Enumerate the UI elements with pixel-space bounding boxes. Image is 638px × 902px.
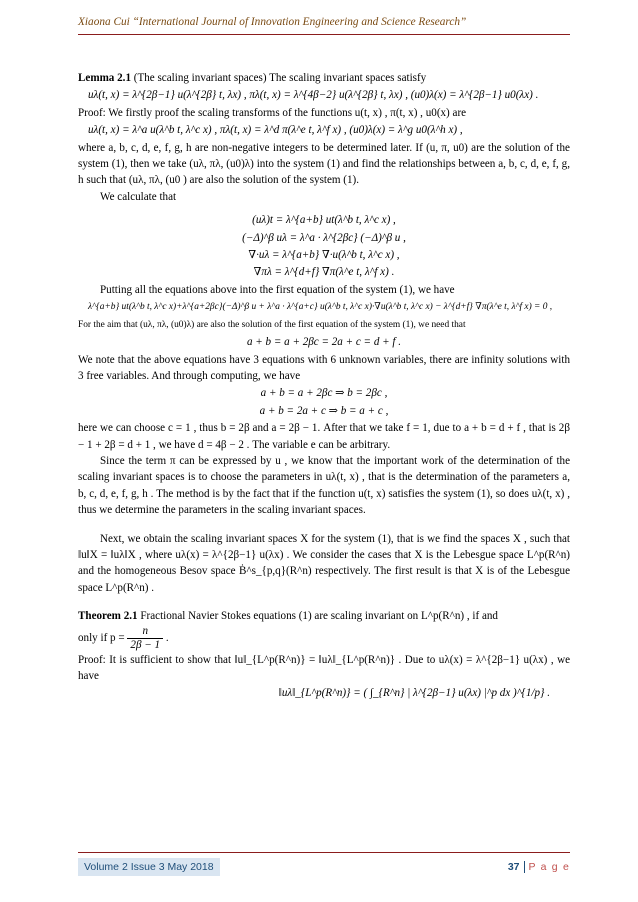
putting-paragraph: Putting all the equations above into the first equation of the system (1), we have — [100, 283, 455, 296]
running-header — [78, 16, 570, 35]
header-author: Xiaona Cui — [78, 16, 133, 28]
calc-equation-divergence: ∇·uλ = λ^{a+b} ∇·u(λ^b t, λ^c x) , — [248, 249, 400, 262]
next-paragraph: Next, we obtain the scaling invariant spaces X for the system (1), that is we find the spaces X , such that ‖u‖X = ‖uλ‖X , where uλ(x) = λ^{2β−1} u(λx) . We consider the cases that X is the Lebesgue space L^p(R^n) and the homogeneous Besov space Ḃ^s_{p,q}(R^n) respectively. The first result is that X is of the Lebesgue space L^p(R^n) . — [78, 532, 570, 594]
footer-page — [508, 858, 570, 876]
exponent-fraction — [127, 625, 163, 652]
calculate-intro: We calculate that — [100, 190, 177, 203]
page-number: 37 — [508, 861, 525, 873]
pi-paragraph: Since the term π can be expressed by u , we know that the important work of the determination of the scaling invariant spaces is to choose the parameters in uλ(t, x) , that is the determination of the parameters a, b, c, d, e, f, g, h . The method is by the fact that if the function u(t, x) satisfies the system (1), so does uλ(t, x) , thus we determine the parameters in the scaling invariant spaces. — [78, 454, 570, 517]
calc-equation-pressure: ∇πλ = λ^{d+f} ∇π(λ^e t, λ^f x) . — [253, 266, 395, 279]
theorem-label: Theorem 2.1 — [78, 610, 138, 623]
theorem-condition: only if p = $\frac{n}{2\beta - 1}$ . — [78, 624, 169, 651]
parameter-paragraph: where a, b, c, d, e, f, g, h are non-negative integers to be determined later. If (u, π, u0) are the solution of the system (1), then we take (uλ, πλ, (u0)λ) into the system (1) and find the relationships between a, b, c, d, e, f, g, h such that (uλ, πλ, (u0 ) are also the solution of the system (1). — [78, 141, 570, 187]
theorem-proof: Proof: It is sufficient to show that ‖u‖_{L^p(R^n)} = ‖uλ‖_{L^p(R^n)} . Due to uλ(x) = λ^{2β−1} u(λx) , we have — [78, 653, 570, 682]
lemma-intro: (The scaling invariant spaces) The scaling invariant spaces satisfy — [131, 72, 427, 84]
note-equation-1: a + b = a + 2βc ⇒ b = 2βc , — [260, 387, 388, 400]
combined-equation: λ^{a+b} ut(λ^b t, λ^c x)+λ^{a+2βc}(−Δ)^β u + λ^a · λ^{a+c} u(λ^b t, λ^c x)·∇u(λ^b t, λ^c x) − λ^{d+f} ∇π(λ^e t, λ^f x) = 0 , — [88, 302, 553, 313]
lemma-equation: uλ(t, x) = λ^{2β−1} u(λ^{2β} t, λx) , πλ(t, x) = λ^{4β−2} u(λ^{2β} t, λx) , (u0)λ(x) = λ^{2β−1} u0(λx) . — [88, 89, 539, 102]
aim-equation: a + b = a + 2βc = 2a + c = d + f . — [246, 336, 402, 349]
norm-equation: ‖uλ‖_{L^p(R^n)} = ( ∫_{R^n} | λ^{2β−1} u(λx) |^p dx )^{1/p} . — [278, 687, 550, 700]
note-equation-2: a + b = 2a + c ⇒ b = a + c , — [259, 404, 389, 417]
fraction-denominator: 2β − 1 — [130, 638, 161, 651]
lemma-label: Lemma 2.1 — [78, 72, 131, 84]
note-paragraph: We note that the above equations have 3 equations with 6 unknown variables, there are infinity solutions with 3 free variables. And through computing, we have — [78, 353, 570, 382]
calc-equation-time: (uλ)t = λ^{a+b} ut(λ^b t, λ^c x) , — [252, 214, 396, 227]
footer-issue: Volume 2 Issue 3 May 2018 — [78, 858, 220, 876]
header-journal: “International Journal of Innovation Engineering and Science Research” — [132, 16, 467, 28]
theorem-statement — [78, 608, 570, 624]
page-footer — [78, 852, 570, 873]
proof-intro: Proof: We firstly proof the scaling transforms of the functions u(t, x) , π(t, x) , u0(x) are — [78, 106, 467, 119]
choose-paragraph: here we can choose c = 1 , thus b = 2β and a = 2β − 1. After that we take f = 1, due to a + b = d + f , that is 2β − 1 + 2β = d + 1 , we have d = 4β − 2 . The variable e can be arbitrary. — [78, 422, 570, 451]
aim-paragraph: For the aim that (uλ, πλ, (u0)λ) are also the solution of the first equation of the system (1), we need that — [78, 319, 466, 330]
page-label: P a g e — [528, 861, 570, 873]
theorem-only-if: only if p = — [78, 631, 125, 644]
lemma-statement — [78, 70, 570, 86]
theorem-text: Fractional Navier Stokes equations (1) are scaling invariant on L^p(R^n) , if and — [137, 610, 498, 623]
fraction-numerator: n — [127, 625, 163, 639]
scaling-transform-equation: uλ(t, x) = λ^a u(λ^b t, λ^c x) , πλ(t, x) = λ^d π(λ^e t, λ^f x) , (u0)λ(x) = λ^g u0(λ^h x) , — [88, 124, 463, 137]
calc-equation-laplacian: (−Δ)^β uλ = λ^a · λ^{2βc} (−Δ)^β u , — [242, 231, 406, 244]
page-body — [78, 70, 570, 703]
